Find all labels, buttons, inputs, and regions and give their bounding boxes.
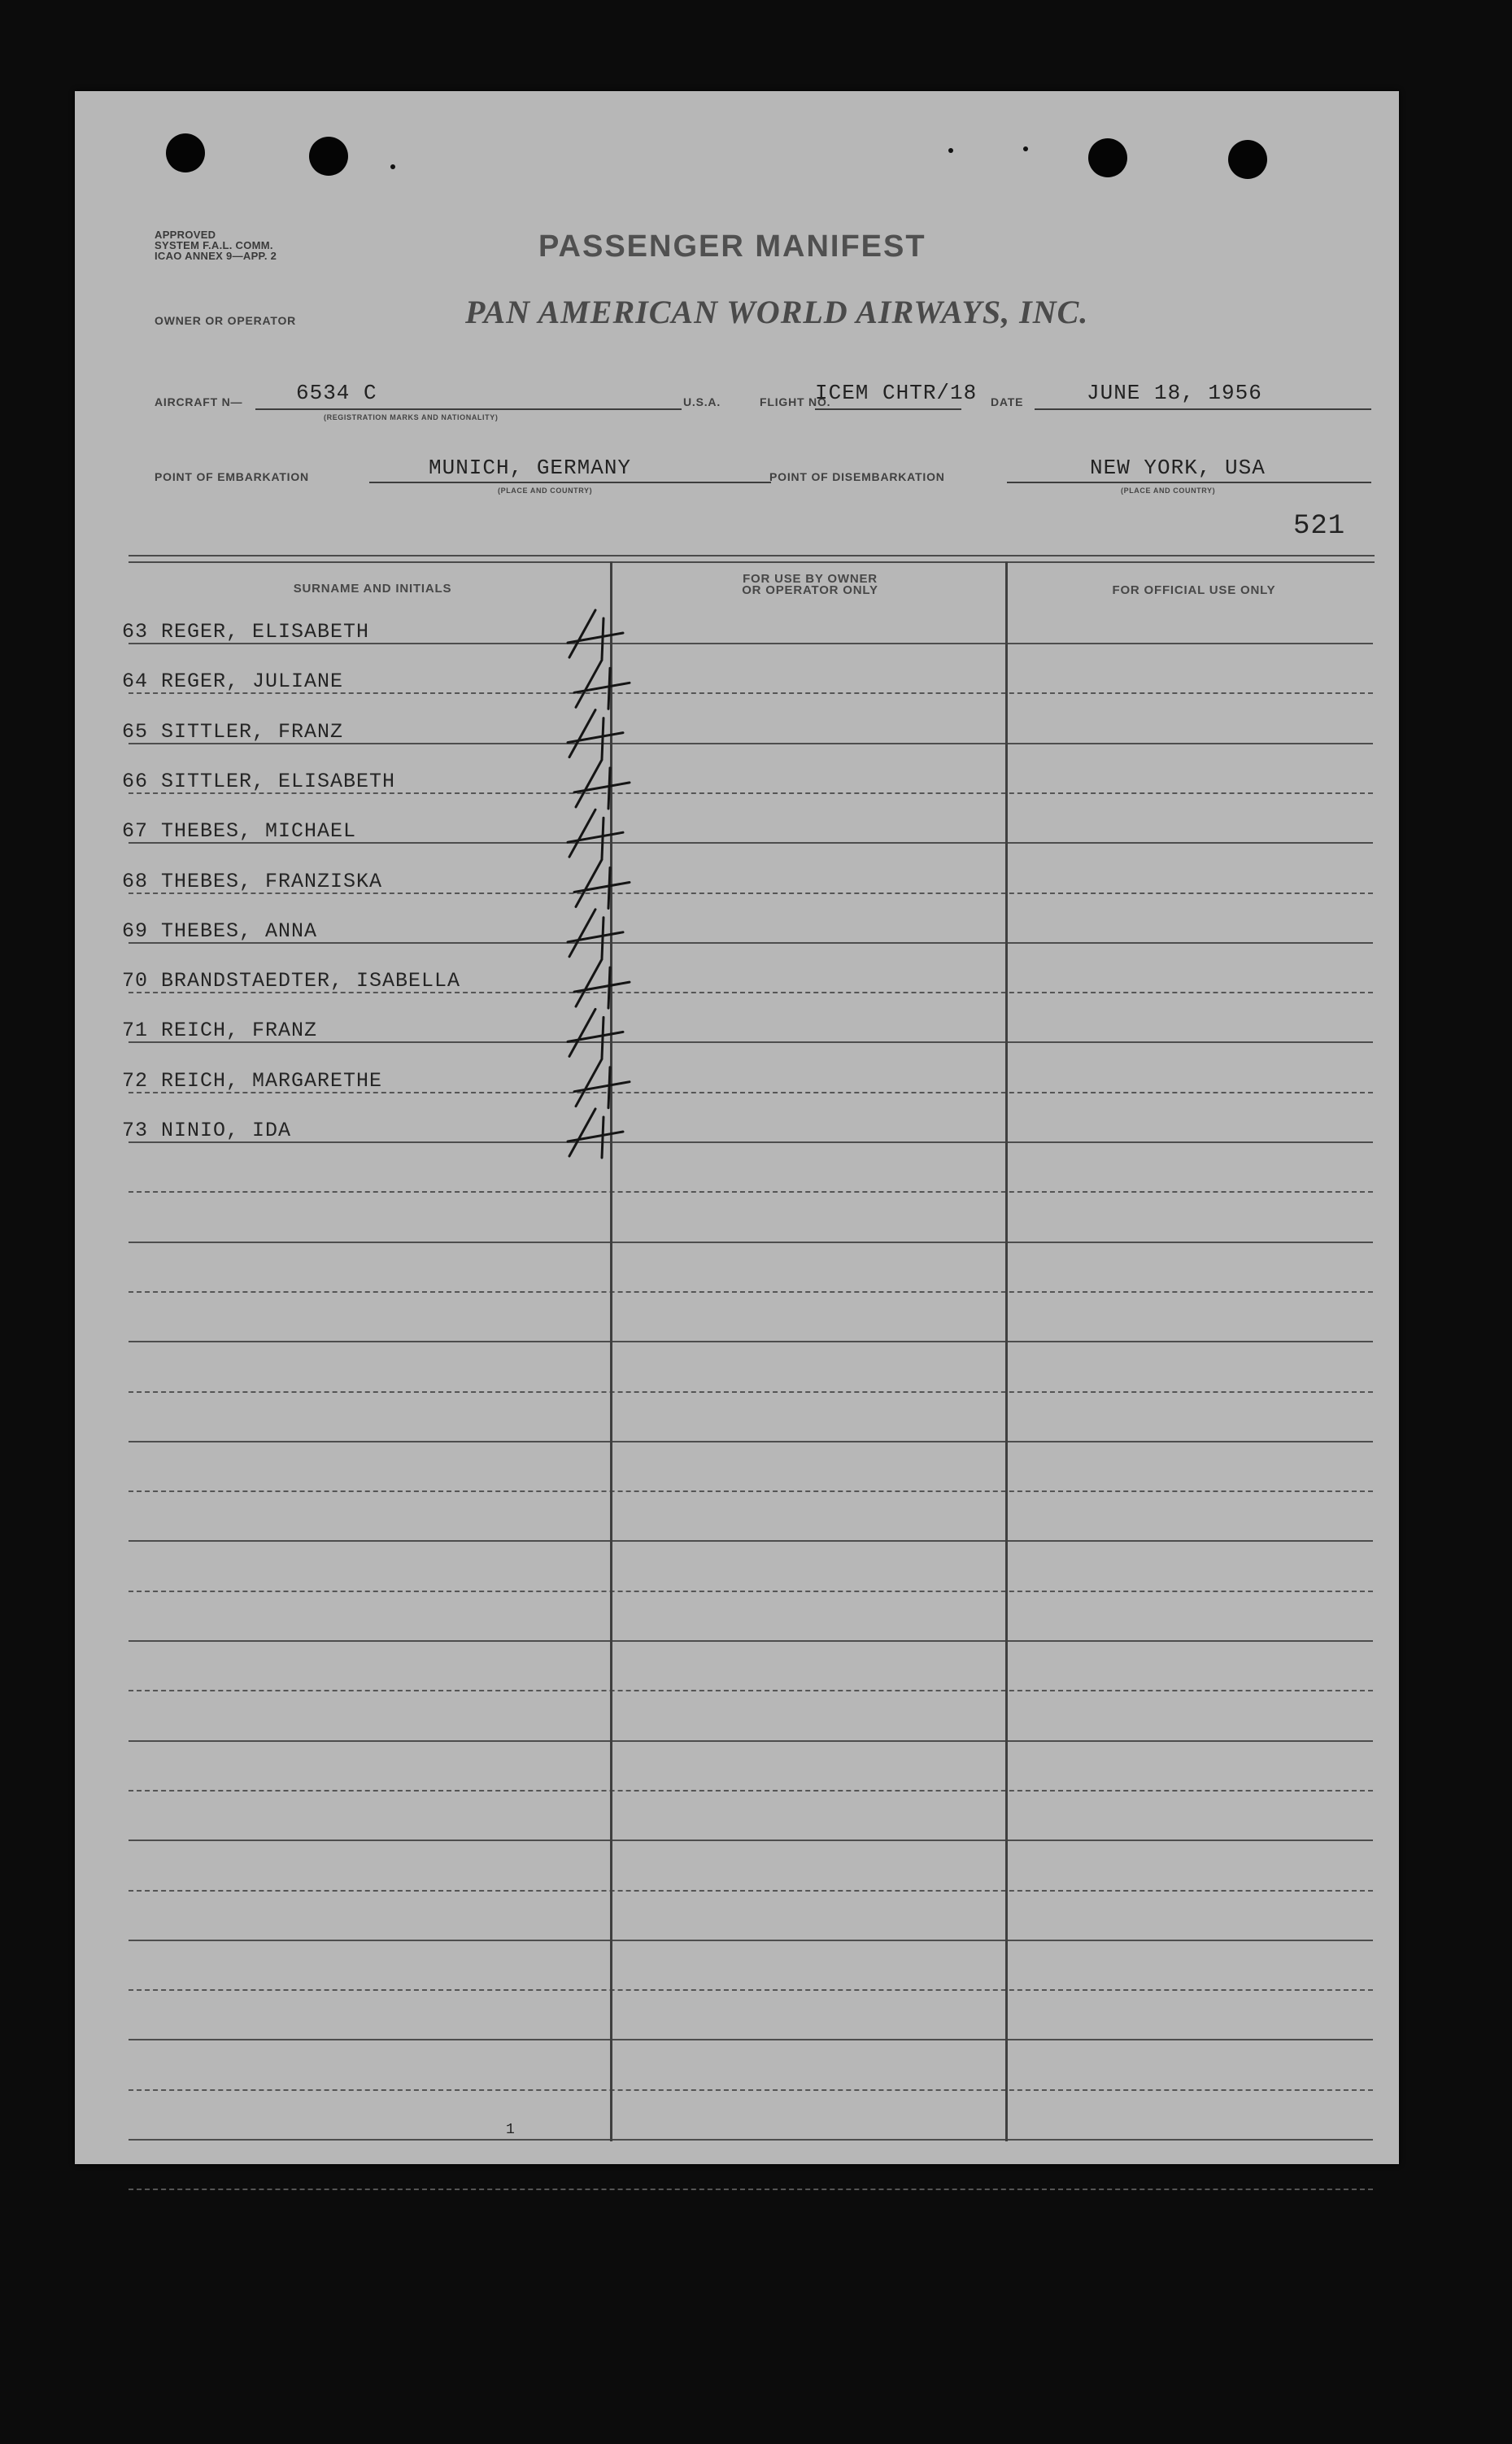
row-rule — [129, 2189, 1373, 2190]
column-header-names: SURNAME AND INITIALS — [293, 582, 452, 596]
column-header-official: FOR OFFICIAL USE ONLY — [1112, 583, 1276, 597]
check-mark — [568, 1009, 623, 1058]
disembarkation-label: POINT OF DISEMBARKATION — [769, 470, 945, 483]
registration-note: (REGISTRATION MARKS AND NATIONALITY) — [324, 413, 499, 421]
embarkation-label: POINT OF EMBARKATION — [155, 470, 309, 483]
passenger-entry: 73 NINIO, IDA — [122, 1119, 292, 1142]
check-mark — [574, 860, 630, 909]
check-marks — [75, 91, 1399, 2164]
embarkation-value: MUNICH, GERMANY — [429, 456, 632, 480]
approval-line: ICAO ANNEX 9—APP. 2 — [155, 250, 277, 262]
passenger-entry: 72 REICH, MARGARETHE — [122, 1068, 383, 1093]
passenger-entry: 65 SITTLER, FRANZ — [122, 719, 344, 744]
check-mark — [574, 760, 630, 809]
check-mark — [568, 910, 623, 958]
passenger-entry: 68 THEBES, FRANZISKA — [122, 869, 383, 893]
passenger-entry: 64 REGER, JULIANE — [122, 670, 344, 694]
check-mark — [568, 710, 623, 759]
owner-operator-label: OWNER OR OPERATOR — [155, 314, 297, 327]
disembarkation-note: (PLACE AND COUNTRY) — [1121, 487, 1216, 495]
airline-name: PAN AMERICAN WORLD AIRWAYS, INC. — [465, 294, 1089, 330]
check-mark — [574, 1059, 630, 1108]
approval-line: SYSTEM F.A.L. COMM. — [155, 239, 273, 251]
aircraft-label: AIRCRAFT N— — [155, 395, 243, 408]
date-label: DATE — [991, 395, 1024, 408]
column-header-owner: FOR USE BY OWNER — [743, 572, 878, 586]
flight-label: FLIGHT NO. — [760, 395, 831, 408]
aircraft-value: 6534 C — [296, 381, 377, 405]
manifest-sheet — [75, 91, 1399, 2164]
passenger-entry: 69 THEBES, ANNA — [122, 919, 318, 943]
check-mark — [574, 660, 630, 709]
footer-mark: 1 — [506, 2122, 516, 2138]
passenger-entry: 67 THEBES, MICHAEL — [122, 819, 357, 844]
passenger-entry: 71 REICH, FRANZ — [122, 1019, 318, 1043]
date-value: JUNE 18, 1956 — [1087, 381, 1262, 405]
flight-value: ICEM CHTR/18 — [815, 381, 978, 405]
passenger-entry: 66 SITTLER, ELISABETH — [122, 769, 396, 793]
passenger-entry: 70 BRANDSTAEDTER, ISABELLA — [122, 969, 461, 993]
embarkation-note: (PLACE AND COUNTRY) — [498, 487, 593, 495]
check-mark — [568, 610, 623, 659]
column-header-owner: OR OPERATOR ONLY — [742, 583, 878, 597]
usa-label: U.S.A. — [683, 395, 721, 408]
check-mark — [568, 1109, 623, 1158]
passenger-entry: 63 REGER, ELISABETH — [122, 620, 370, 644]
form-title: PASSENGER MANIFEST — [538, 229, 926, 264]
disembarkation-value: NEW YORK, USA — [1090, 456, 1266, 480]
approval-line: APPROVED — [155, 229, 216, 241]
check-mark — [568, 810, 623, 858]
page-number: 521 — [1293, 511, 1346, 542]
check-mark — [574, 959, 630, 1008]
